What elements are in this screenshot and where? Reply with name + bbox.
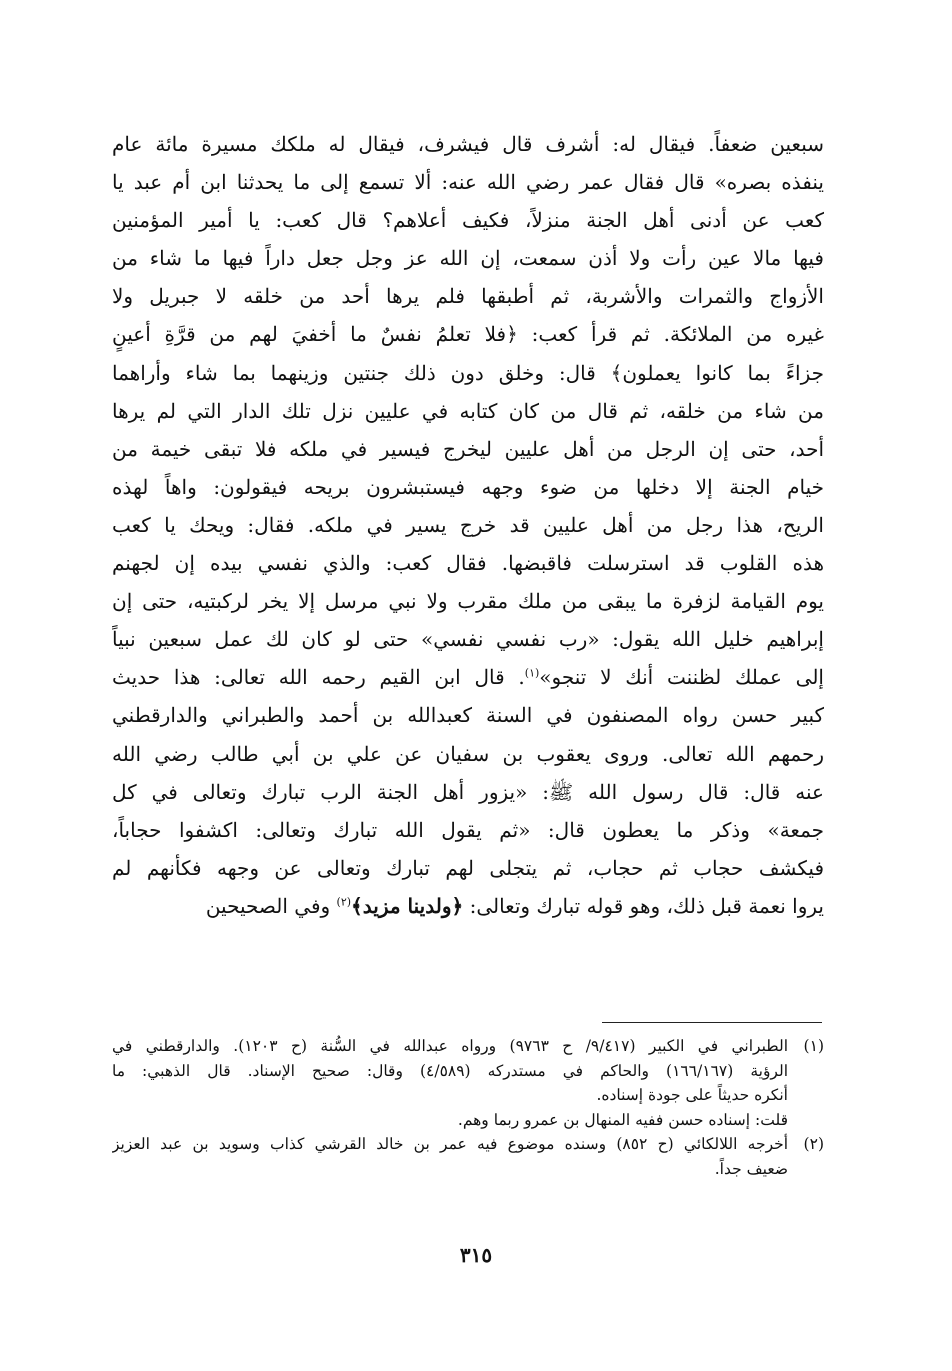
page-number: ٣١٥ [459, 1243, 493, 1267]
footnote-line: الرؤية (١٦٦/١٦٧) والحاكم في مستدركه (٤/٥٨٩) وقال: صحيح الإسناد. قال الذهبي: ما [112, 1061, 788, 1080]
footnote-number: (٢) [803, 1135, 824, 1154]
text-line: جمعة» وذكر ما يعطون قال: «ثم يقول الله تبارك وتعالى: اكشفوا حجاباً، [112, 817, 824, 842]
text-line: كبير حسن رواه المصنفون في السنة كعبدالله بن أحمد والطبراني والدارقطني [112, 703, 824, 728]
quran-quote: ﴿ولدينا مزيد﴾ [351, 893, 464, 918]
text-line: أحد، حتى إن الرجل من أهل عليين ليخرج فيسير في ملكه فلا تبقى خيمة من [112, 436, 824, 461]
text-line: سبعين ضعفاً. فيقال له: أشرف قال فيشرف، فيقال له ملكك مسيرة مائة عام [112, 132, 824, 156]
footnote-line: الطبراني في الكبير (٩/٤١٧/ ح ٩٧٦٣) ورواه عبدالله في السُّنة (ح ١٢٠٣). والدارقطني في [112, 1037, 788, 1055]
footnote-comment: قلت: إسناده حسن ففيه المنهال بن عمرو ربما وهم. [457, 1110, 788, 1129]
text-segment: يروا نعمة قبل ذلك، وهو قوله تبارك وتعالى: [463, 893, 824, 918]
footnote-separator [602, 1022, 822, 1023]
footnote-line: أخرجه اللالكائي (ح ٨٥٢) وسنده موضوع فيه عمر بن خالد القرشي كذاب وسويد بن عبد العزيز [112, 1135, 788, 1154]
text-segment: . قال ابن القيم رحمه الله تعالى: هذا حديث [112, 665, 525, 690]
main-text [112, 125, 824, 925]
text-line: ينفذه بصره» قال فقال عمر رضي الله عنه: ألا تسمع إلى ما يحدثنا ابن أم عبد يا [112, 170, 824, 195]
text-line: الأزواج والثمرات والأشربة، ثم أطبقها فلم يرها أحد من خلقه لا جبريل ولا [112, 284, 824, 309]
text-line: جزاءً بما كانوا يعملون﴾ قال: وخلق دون ذلك جنتين وزينهما بما شاء وأراهما [112, 360, 824, 385]
footnotes [112, 1034, 824, 1182]
text-line [112, 658, 824, 696]
footnote-2 [112, 1132, 824, 1181]
text-line: يوم القيامة لزفرة ما يبقى من ملك مقرب ولا نبي مرسل إلا يخر لركبتيه، حتى إن [112, 589, 824, 614]
text-line: من شاء من خلقه، ثم قال من كان كتابه في عليين نزل تلك الدار التي لم يرها [112, 398, 824, 423]
text-line: فيكشف حجاب ثم حجاب، ثم يتجلى لهم تبارك وتعالى عن وجهه فكأنهم لم [112, 855, 824, 880]
text-line: الريح، هذا رجل من أهل عليين قد خرج يسير في ملكه. فقال: ويحك يا كعب [112, 512, 824, 537]
footnote-number: (١) [803, 1037, 824, 1055]
text-segment: إلى عملك لظننت أنك لا تنجو» [539, 665, 824, 690]
text-line: غيره من الملائكة. ثم قرأ كعب: ﴿فلا تعلمُ نفسٌ ما أخفيَ لهم من قرَّةِ أعينٍ [112, 322, 824, 347]
footnote-line: أنكره حديثاً على جودة إسناده. [596, 1086, 788, 1105]
footnote-mark: (٢) [336, 895, 352, 909]
text-line: هذه القلوب قد استرسلت فاقبضها. فقال كعب: والذي نفسي بيده إن لجهنم [112, 551, 824, 576]
text-segment: وفي الصحيحين [205, 893, 337, 918]
text-line [112, 887, 824, 925]
text-line: خيام الجنة إلا دخلها من ضوء وجهه فيستبشرون بريحه فيقولون: واهاً لهذه [112, 474, 824, 499]
text-line: فيها مالا عين رأت ولا أذن سمعت، إن الله عز وجل جعل داراً فيها ما شاء من [112, 246, 824, 271]
text-line: عنه قال: قال رسول الله ﷺ: «يزور أهل الجنة الرب تبارك وتعالى في كل [112, 779, 824, 804]
text-line: إبراهيم خليل الله يقول: «رب نفسي نفسي» حتى لو كان لك عمل سبعين نبياً [112, 627, 824, 652]
footnote-1 [112, 1034, 824, 1108]
footnote-line: ضعيف جداً. [714, 1159, 788, 1178]
text-line: رحمهم الله تعالى. وروى يعقوب بن سفيان عن علي بن أبي طالب رضي الله [112, 741, 824, 766]
text-line: كعب عن أدنى أهل الجنة منزلاً، فكيف أعلاهم؟ قال كعب: يا أمير المؤمنين [112, 208, 824, 233]
footnote-mark: (١) [524, 666, 540, 680]
